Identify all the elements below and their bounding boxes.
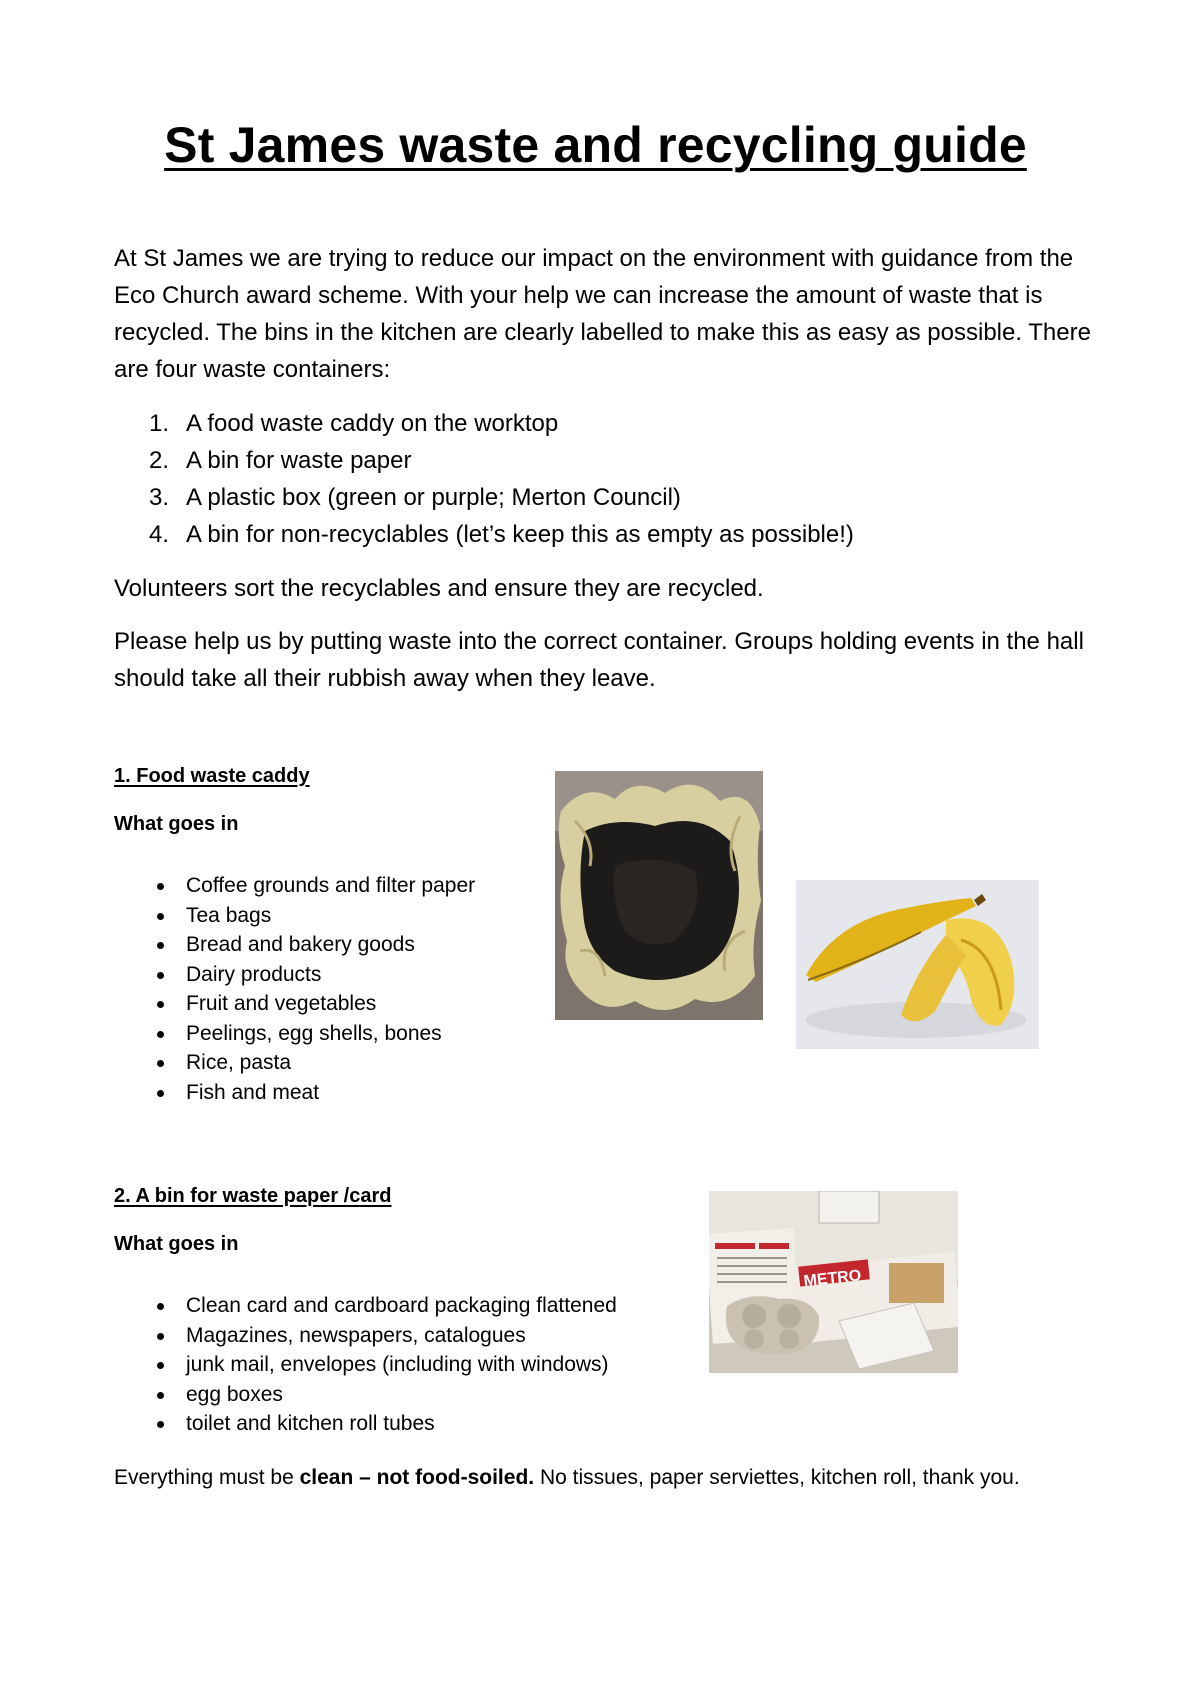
list-item: Magazines, newspapers, catalogues — [114, 1321, 714, 1351]
list-number: 3. — [149, 484, 170, 511]
list-item — [114, 442, 1094, 479]
section-waste-paper-subtitle: What goes in — [114, 1233, 239, 1255]
list-item: Bread and bakery goods — [114, 930, 714, 960]
section-food-waste-subtitle: What goes in — [114, 813, 239, 835]
list-item: Fish and meat — [114, 1078, 714, 1108]
volunteers-paragraph: Volunteers sort the recyclables and ensure they are recycled. — [114, 575, 764, 602]
page-title: St James waste and recycling guide — [164, 117, 1027, 173]
cleanliness-note — [114, 1466, 1114, 1490]
list-item: Fruit and vegetables — [114, 989, 714, 1019]
list-text: A plastic box (green or purple; Merton Council) — [186, 484, 681, 511]
note-emphasis: clean – not food-soiled. — [299, 1466, 535, 1489]
list-item — [114, 479, 1094, 516]
list-item: egg boxes — [114, 1380, 714, 1410]
list-number: 2. — [149, 447, 170, 474]
list-item — [114, 516, 1094, 553]
list-text: A bin for waste paper — [186, 447, 412, 474]
section-food-waste-title: 1. Food waste caddy — [114, 765, 310, 787]
metro-masthead: METRO — [802, 1267, 863, 1291]
list-item: Tea bags — [114, 901, 714, 931]
list-item: Coffee grounds and filter paper — [114, 871, 714, 901]
list-number: 4. — [149, 521, 170, 548]
list-item: Clean card and cardboard packaging flattened — [114, 1291, 714, 1321]
list-item: Dairy products — [114, 960, 714, 990]
waste-paper-list — [114, 1291, 714, 1439]
list-text: A bin for non-recyclables (let’s keep this as empty as possible!) — [186, 521, 854, 548]
note-suffix: No tissues, paper serviettes, kitchen roll, thank you. — [534, 1466, 1020, 1489]
list-text: A food waste caddy on the worktop — [186, 410, 559, 437]
list-item: junk mail, envelopes (including with windows) — [114, 1350, 714, 1380]
banana-peel-photo — [796, 880, 1039, 1049]
waste-paper-photo — [709, 1191, 958, 1373]
list-item — [114, 405, 1094, 442]
containers-list — [114, 405, 1094, 553]
list-number: 1. — [149, 410, 170, 437]
coffee-filter-photo — [555, 771, 763, 1020]
list-item: Peelings, egg shells, bones — [114, 1019, 714, 1049]
help-paragraph: Please help us by putting waste into the correct container. Groups holding events in the hall should take all their rubbish away when they leave. — [114, 628, 1084, 692]
note-prefix: Everything must be — [114, 1466, 300, 1489]
list-item: Rice, pasta — [114, 1048, 714, 1078]
section-waste-paper-title: 2. A bin for waste paper /card — [114, 1185, 392, 1207]
list-item: toilet and kitchen roll tubes — [114, 1409, 714, 1439]
intro-paragraph: At St James we are trying to reduce our impact on the environment with guidance from the Eco Church award scheme. With your help we can increase the amount of waste that is recycled. The bins in the kitchen are clearly labelled to make this as easy as possible. There are four waste containers: — [114, 245, 1091, 383]
